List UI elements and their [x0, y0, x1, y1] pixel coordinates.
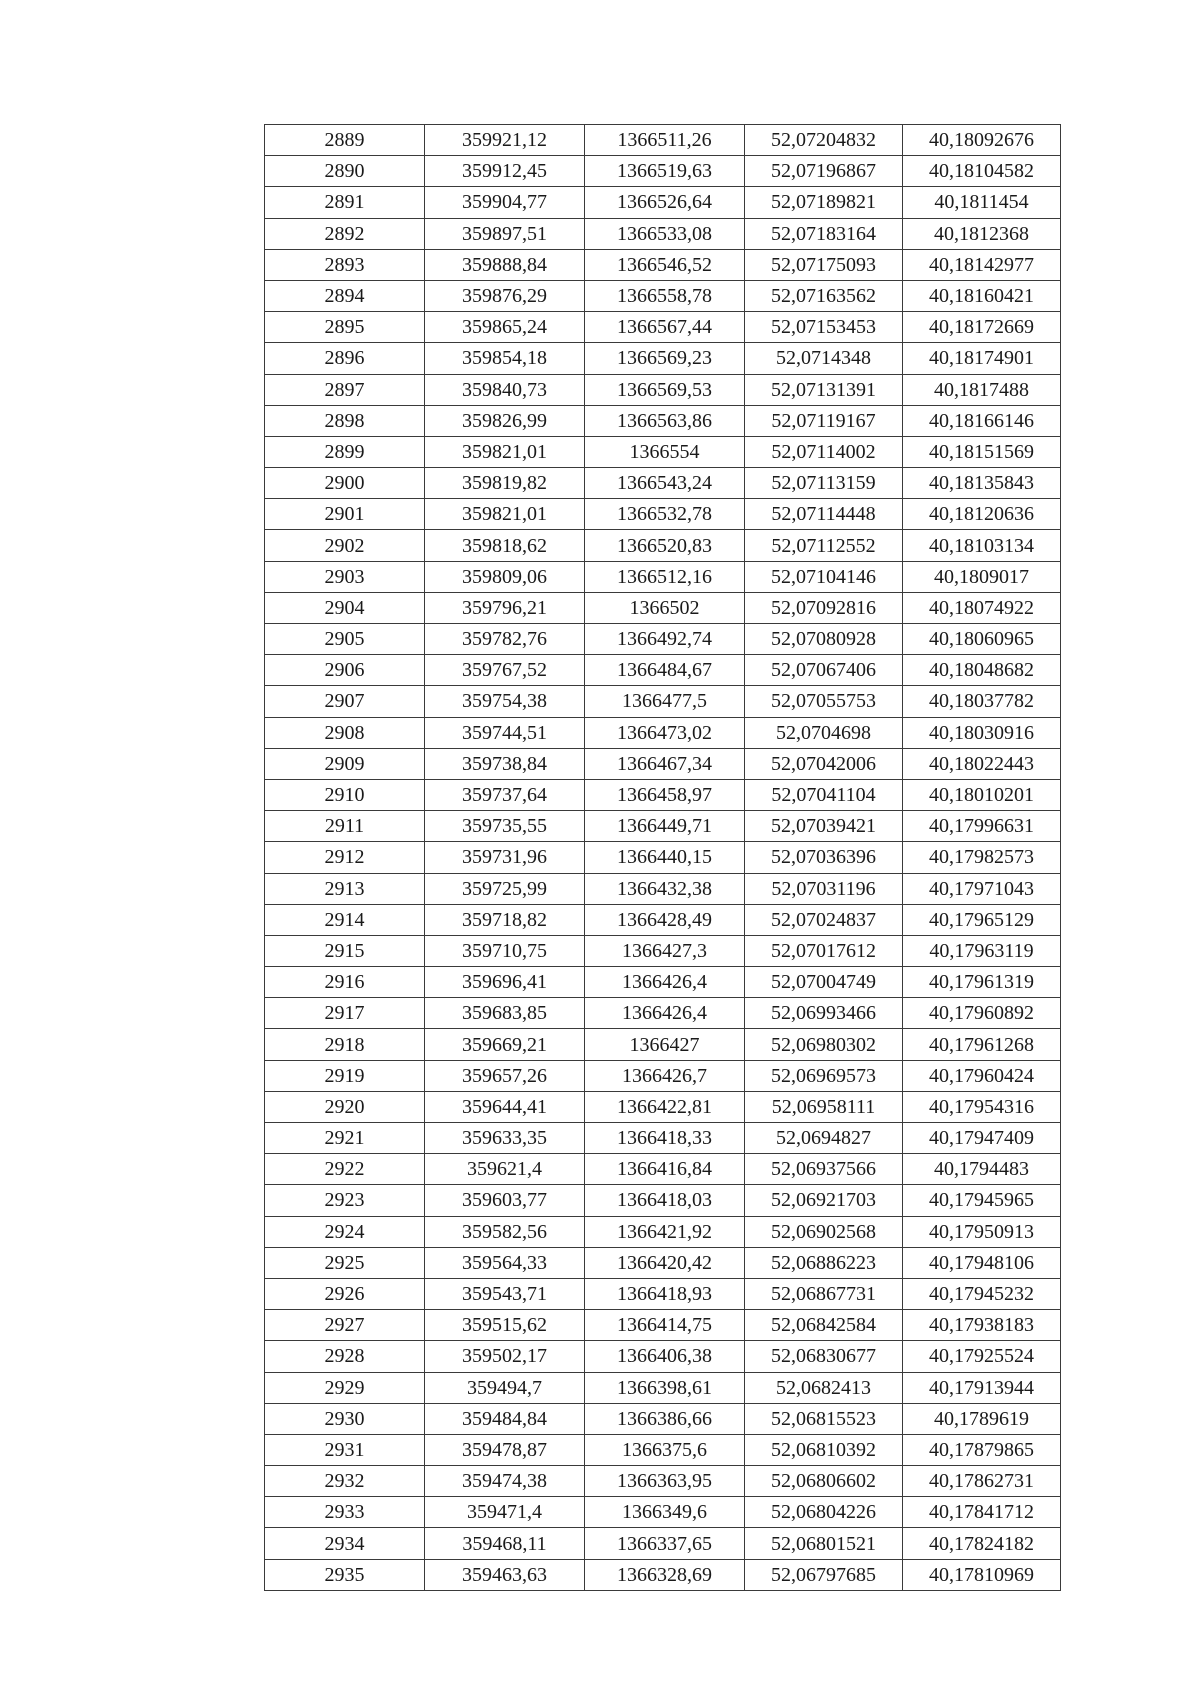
point-number-cell: 2927 [265, 1310, 425, 1341]
table-row [265, 530, 1061, 561]
y-coordinate-cell: 1366492,74 [585, 624, 745, 655]
x-coordinate-cell: 359731,96 [425, 842, 585, 873]
y-coordinate-cell: 1366569,23 [585, 343, 745, 374]
point-number-cell: 2911 [265, 811, 425, 842]
longitude-cell: 40,17862731 [903, 1466, 1061, 1497]
latitude-cell: 52,07092816 [745, 592, 903, 623]
longitude-cell: 40,1794483 [903, 1154, 1061, 1185]
y-coordinate-cell: 1366449,71 [585, 811, 745, 842]
table-row [265, 280, 1061, 311]
x-coordinate-cell: 359474,38 [425, 1466, 585, 1497]
y-coordinate-cell: 1366428,49 [585, 904, 745, 935]
point-number-cell: 2926 [265, 1278, 425, 1309]
point-number-cell: 2931 [265, 1434, 425, 1465]
point-number-cell: 2896 [265, 343, 425, 374]
point-number-cell: 2908 [265, 717, 425, 748]
point-number-cell: 2914 [265, 904, 425, 935]
table-row [265, 561, 1061, 592]
y-coordinate-cell: 1366414,75 [585, 1310, 745, 1341]
x-coordinate-cell: 359782,76 [425, 624, 585, 655]
x-coordinate-cell: 359904,77 [425, 187, 585, 218]
longitude-cell: 40,18022443 [903, 748, 1061, 779]
longitude-cell: 40,17960424 [903, 1060, 1061, 1091]
table-row [265, 1434, 1061, 1465]
y-coordinate-cell: 1366512,16 [585, 561, 745, 592]
point-number-cell: 2924 [265, 1216, 425, 1247]
point-number-cell: 2905 [265, 624, 425, 655]
latitude-cell: 52,06886223 [745, 1247, 903, 1278]
y-coordinate-cell: 1366467,34 [585, 748, 745, 779]
y-coordinate-cell: 1366563,86 [585, 405, 745, 436]
longitude-cell: 40,17960892 [903, 998, 1061, 1029]
x-coordinate-cell: 359683,85 [425, 998, 585, 1029]
point-number-cell: 2912 [265, 842, 425, 873]
latitude-cell: 52,07189821 [745, 187, 903, 218]
x-coordinate-cell: 359767,52 [425, 655, 585, 686]
point-number-cell: 2907 [265, 686, 425, 717]
x-coordinate-cell: 359582,56 [425, 1216, 585, 1247]
y-coordinate-cell: 1366406,38 [585, 1341, 745, 1372]
point-number-cell: 2923 [265, 1185, 425, 1216]
longitude-cell: 40,17945965 [903, 1185, 1061, 1216]
y-coordinate-cell: 1366337,65 [585, 1528, 745, 1559]
table-row [265, 811, 1061, 842]
latitude-cell: 52,07004749 [745, 967, 903, 998]
table-row [265, 187, 1061, 218]
latitude-cell: 52,07112552 [745, 530, 903, 561]
point-number-cell: 2934 [265, 1528, 425, 1559]
table-row [265, 468, 1061, 499]
table-row [265, 1060, 1061, 1091]
table-row [265, 935, 1061, 966]
point-number-cell: 2891 [265, 187, 425, 218]
x-coordinate-cell: 359921,12 [425, 125, 585, 156]
longitude-cell: 40,18103134 [903, 530, 1061, 561]
y-coordinate-cell: 1366477,5 [585, 686, 745, 717]
latitude-cell: 52,07131391 [745, 374, 903, 405]
longitude-cell: 40,17971043 [903, 873, 1061, 904]
table-row [265, 717, 1061, 748]
table-row [265, 1341, 1061, 1372]
table-row [265, 405, 1061, 436]
latitude-cell: 52,07104146 [745, 561, 903, 592]
longitude-cell: 40,18166146 [903, 405, 1061, 436]
y-coordinate-cell: 1366418,03 [585, 1185, 745, 1216]
latitude-cell: 52,07041104 [745, 779, 903, 810]
point-number-cell: 2930 [265, 1403, 425, 1434]
point-number-cell: 2889 [265, 125, 425, 156]
longitude-cell: 40,1812368 [903, 218, 1061, 249]
table-row [265, 1278, 1061, 1309]
latitude-cell: 52,06921703 [745, 1185, 903, 1216]
table-row [265, 1091, 1061, 1122]
longitude-cell: 40,17948106 [903, 1247, 1061, 1278]
y-coordinate-cell: 1366418,33 [585, 1123, 745, 1154]
longitude-cell: 40,18010201 [903, 779, 1061, 810]
x-coordinate-cell: 359478,87 [425, 1434, 585, 1465]
latitude-cell: 52,07175093 [745, 249, 903, 280]
point-number-cell: 2933 [265, 1497, 425, 1528]
longitude-cell: 40,18135843 [903, 468, 1061, 499]
table-row [265, 1559, 1061, 1590]
x-coordinate-cell: 359543,71 [425, 1278, 585, 1309]
y-coordinate-cell: 1366473,02 [585, 717, 745, 748]
table-row [265, 1216, 1061, 1247]
point-number-cell: 2925 [265, 1247, 425, 1278]
longitude-cell: 40,17913944 [903, 1372, 1061, 1403]
x-coordinate-cell: 359603,77 [425, 1185, 585, 1216]
longitude-cell: 40,18160421 [903, 280, 1061, 311]
longitude-cell: 40,17938183 [903, 1310, 1061, 1341]
latitude-cell: 52,06980302 [745, 1029, 903, 1060]
y-coordinate-cell: 1366567,44 [585, 312, 745, 343]
x-coordinate-cell: 359865,24 [425, 312, 585, 343]
latitude-cell: 52,07024837 [745, 904, 903, 935]
latitude-cell: 52,06830677 [745, 1341, 903, 1372]
y-coordinate-cell: 1366328,69 [585, 1559, 745, 1590]
table-row [265, 312, 1061, 343]
point-number-cell: 2909 [265, 748, 425, 779]
point-number-cell: 2902 [265, 530, 425, 561]
latitude-cell: 52,06842584 [745, 1310, 903, 1341]
point-number-cell: 2893 [265, 249, 425, 280]
x-coordinate-cell: 359888,84 [425, 249, 585, 280]
table-row [265, 156, 1061, 187]
longitude-cell: 40,17961268 [903, 1029, 1061, 1060]
y-coordinate-cell: 1366426,4 [585, 998, 745, 1029]
point-number-cell: 2895 [265, 312, 425, 343]
latitude-cell: 52,07113159 [745, 468, 903, 499]
x-coordinate-cell: 359796,21 [425, 592, 585, 623]
x-coordinate-cell: 359644,41 [425, 1091, 585, 1122]
table-row [265, 1123, 1061, 1154]
x-coordinate-cell: 359854,18 [425, 343, 585, 374]
y-coordinate-cell: 1366533,08 [585, 218, 745, 249]
x-coordinate-cell: 359912,45 [425, 156, 585, 187]
point-number-cell: 2928 [265, 1341, 425, 1372]
y-coordinate-cell: 1366440,15 [585, 842, 745, 873]
table-row [265, 1466, 1061, 1497]
table-row [265, 125, 1061, 156]
coordinates-table [264, 124, 1061, 1591]
y-coordinate-cell: 1366554 [585, 436, 745, 467]
latitude-cell: 52,07055753 [745, 686, 903, 717]
longitude-cell: 40,17950913 [903, 1216, 1061, 1247]
longitude-cell: 40,17925524 [903, 1341, 1061, 1372]
longitude-cell: 40,17954316 [903, 1091, 1061, 1122]
y-coordinate-cell: 1366502 [585, 592, 745, 623]
latitude-cell: 52,06810392 [745, 1434, 903, 1465]
point-number-cell: 2919 [265, 1060, 425, 1091]
point-number-cell: 2904 [265, 592, 425, 623]
longitude-cell: 40,17841712 [903, 1497, 1061, 1528]
x-coordinate-cell: 359657,26 [425, 1060, 585, 1091]
latitude-cell: 52,06801521 [745, 1528, 903, 1559]
y-coordinate-cell: 1366432,38 [585, 873, 745, 904]
point-number-cell: 2929 [265, 1372, 425, 1403]
y-coordinate-cell: 1366421,92 [585, 1216, 745, 1247]
x-coordinate-cell: 359738,84 [425, 748, 585, 779]
table-row [265, 499, 1061, 530]
y-coordinate-cell: 1366398,61 [585, 1372, 745, 1403]
longitude-cell: 40,18037782 [903, 686, 1061, 717]
longitude-cell: 40,17945232 [903, 1278, 1061, 1309]
x-coordinate-cell: 359725,99 [425, 873, 585, 904]
y-coordinate-cell: 1366458,97 [585, 779, 745, 810]
x-coordinate-cell: 359754,38 [425, 686, 585, 717]
longitude-cell: 40,18060965 [903, 624, 1061, 655]
table-row [265, 1310, 1061, 1341]
longitude-cell: 40,18151569 [903, 436, 1061, 467]
x-coordinate-cell: 359621,4 [425, 1154, 585, 1185]
longitude-cell: 40,18030916 [903, 717, 1061, 748]
table-row [265, 1154, 1061, 1185]
point-number-cell: 2915 [265, 935, 425, 966]
longitude-cell: 40,17947409 [903, 1123, 1061, 1154]
y-coordinate-cell: 1366511,26 [585, 125, 745, 156]
y-coordinate-cell: 1366375,6 [585, 1434, 745, 1465]
longitude-cell: 40,18120636 [903, 499, 1061, 530]
table-row [265, 1029, 1061, 1060]
latitude-cell: 52,06804226 [745, 1497, 903, 1528]
x-coordinate-cell: 359696,41 [425, 967, 585, 998]
x-coordinate-cell: 359818,62 [425, 530, 585, 561]
table-row [265, 748, 1061, 779]
latitude-cell: 52,06993466 [745, 998, 903, 1029]
x-coordinate-cell: 359564,33 [425, 1247, 585, 1278]
table-row [265, 374, 1061, 405]
point-number-cell: 2900 [265, 468, 425, 499]
y-coordinate-cell: 1366543,24 [585, 468, 745, 499]
table-row [265, 873, 1061, 904]
latitude-cell: 52,07067406 [745, 655, 903, 686]
y-coordinate-cell: 1366422,81 [585, 1091, 745, 1122]
point-number-cell: 2910 [265, 779, 425, 810]
longitude-cell: 40,17810969 [903, 1559, 1061, 1590]
latitude-cell: 52,07119167 [745, 405, 903, 436]
table-row [265, 436, 1061, 467]
longitude-cell: 40,17879865 [903, 1434, 1061, 1465]
y-coordinate-cell: 1366519,63 [585, 156, 745, 187]
point-number-cell: 2917 [265, 998, 425, 1029]
longitude-cell: 40,17965129 [903, 904, 1061, 935]
point-number-cell: 2890 [265, 156, 425, 187]
longitude-cell: 40,18048682 [903, 655, 1061, 686]
y-coordinate-cell: 1366363,95 [585, 1466, 745, 1497]
point-number-cell: 2901 [265, 499, 425, 530]
table-row [265, 592, 1061, 623]
longitude-cell: 40,18172669 [903, 312, 1061, 343]
x-coordinate-cell: 359819,82 [425, 468, 585, 499]
y-coordinate-cell: 1366558,78 [585, 280, 745, 311]
y-coordinate-cell: 1366569,53 [585, 374, 745, 405]
x-coordinate-cell: 359809,06 [425, 561, 585, 592]
longitude-cell: 40,18142977 [903, 249, 1061, 280]
latitude-cell: 52,06815523 [745, 1403, 903, 1434]
x-coordinate-cell: 359840,73 [425, 374, 585, 405]
table-row [265, 842, 1061, 873]
latitude-cell: 52,06958111 [745, 1091, 903, 1122]
latitude-cell: 52,07017612 [745, 935, 903, 966]
table-row [265, 1372, 1061, 1403]
x-coordinate-cell: 359710,75 [425, 935, 585, 966]
x-coordinate-cell: 359718,82 [425, 904, 585, 935]
latitude-cell: 52,07183164 [745, 218, 903, 249]
latitude-cell: 52,06867731 [745, 1278, 903, 1309]
x-coordinate-cell: 359502,17 [425, 1341, 585, 1372]
point-number-cell: 2935 [265, 1559, 425, 1590]
longitude-cell: 40,17963119 [903, 935, 1061, 966]
table-row [265, 686, 1061, 717]
point-number-cell: 2898 [265, 405, 425, 436]
latitude-cell: 52,06969573 [745, 1060, 903, 1091]
latitude-cell: 52,0682413 [745, 1372, 903, 1403]
point-number-cell: 2922 [265, 1154, 425, 1185]
latitude-cell: 52,06797685 [745, 1559, 903, 1590]
x-coordinate-cell: 359735,55 [425, 811, 585, 842]
point-number-cell: 2920 [265, 1091, 425, 1122]
x-coordinate-cell: 359633,35 [425, 1123, 585, 1154]
y-coordinate-cell: 1366418,93 [585, 1278, 745, 1309]
longitude-cell: 40,17982573 [903, 842, 1061, 873]
x-coordinate-cell: 359484,84 [425, 1403, 585, 1434]
point-number-cell: 2892 [265, 218, 425, 249]
point-number-cell: 2894 [265, 280, 425, 311]
table-row [265, 655, 1061, 686]
latitude-cell: 52,07036396 [745, 842, 903, 873]
latitude-cell: 52,07080928 [745, 624, 903, 655]
table-row [265, 624, 1061, 655]
table-row [265, 249, 1061, 280]
x-coordinate-cell: 359821,01 [425, 436, 585, 467]
point-number-cell: 2906 [265, 655, 425, 686]
point-number-cell: 2932 [265, 1466, 425, 1497]
point-number-cell: 2899 [265, 436, 425, 467]
point-number-cell: 2913 [265, 873, 425, 904]
x-coordinate-cell: 359463,63 [425, 1559, 585, 1590]
longitude-cell: 40,1817488 [903, 374, 1061, 405]
latitude-cell: 52,0694827 [745, 1123, 903, 1154]
x-coordinate-cell: 359494,7 [425, 1372, 585, 1403]
table-row [265, 904, 1061, 935]
y-coordinate-cell: 1366532,78 [585, 499, 745, 530]
longitude-cell: 40,18104582 [903, 156, 1061, 187]
y-coordinate-cell: 1366420,42 [585, 1247, 745, 1278]
latitude-cell: 52,07204832 [745, 125, 903, 156]
table-row [265, 1247, 1061, 1278]
y-coordinate-cell: 1366426,4 [585, 967, 745, 998]
y-coordinate-cell: 1366426,7 [585, 1060, 745, 1091]
longitude-cell: 40,17961319 [903, 967, 1061, 998]
x-coordinate-cell: 359876,29 [425, 280, 585, 311]
table-row [265, 1185, 1061, 1216]
latitude-cell: 52,06902568 [745, 1216, 903, 1247]
y-coordinate-cell: 1366526,64 [585, 187, 745, 218]
y-coordinate-cell: 1366546,52 [585, 249, 745, 280]
latitude-cell: 52,07114448 [745, 499, 903, 530]
x-coordinate-cell: 359471,4 [425, 1497, 585, 1528]
latitude-cell: 52,0704698 [745, 717, 903, 748]
x-coordinate-cell: 359826,99 [425, 405, 585, 436]
table-row [265, 967, 1061, 998]
table-row [265, 998, 1061, 1029]
longitude-cell: 40,1809017 [903, 561, 1061, 592]
x-coordinate-cell: 359468,11 [425, 1528, 585, 1559]
point-number-cell: 2903 [265, 561, 425, 592]
y-coordinate-cell: 1366427 [585, 1029, 745, 1060]
x-coordinate-cell: 359897,51 [425, 218, 585, 249]
latitude-cell: 52,06937566 [745, 1154, 903, 1185]
coordinates-table-body [265, 125, 1061, 1591]
longitude-cell: 40,1811454 [903, 187, 1061, 218]
table-row [265, 1403, 1061, 1434]
latitude-cell: 52,07042006 [745, 748, 903, 779]
longitude-cell: 40,1789619 [903, 1403, 1061, 1434]
point-number-cell: 2918 [265, 1029, 425, 1060]
x-coordinate-cell: 359515,62 [425, 1310, 585, 1341]
latitude-cell: 52,07039421 [745, 811, 903, 842]
longitude-cell: 40,17824182 [903, 1528, 1061, 1559]
table-row [265, 218, 1061, 249]
longitude-cell: 40,17996631 [903, 811, 1061, 842]
point-number-cell: 2921 [265, 1123, 425, 1154]
x-coordinate-cell: 359744,51 [425, 717, 585, 748]
latitude-cell: 52,07163562 [745, 280, 903, 311]
longitude-cell: 40,18092676 [903, 125, 1061, 156]
latitude-cell: 52,07031196 [745, 873, 903, 904]
latitude-cell: 52,07196867 [745, 156, 903, 187]
latitude-cell: 52,07153453 [745, 312, 903, 343]
longitude-cell: 40,18074922 [903, 592, 1061, 623]
x-coordinate-cell: 359821,01 [425, 499, 585, 530]
latitude-cell: 52,0714348 [745, 343, 903, 374]
x-coordinate-cell: 359737,64 [425, 779, 585, 810]
y-coordinate-cell: 1366386,66 [585, 1403, 745, 1434]
table-row [265, 1497, 1061, 1528]
longitude-cell: 40,18174901 [903, 343, 1061, 374]
table-row [265, 343, 1061, 374]
latitude-cell: 52,06806602 [745, 1466, 903, 1497]
latitude-cell: 52,07114002 [745, 436, 903, 467]
y-coordinate-cell: 1366484,67 [585, 655, 745, 686]
y-coordinate-cell: 1366349,6 [585, 1497, 745, 1528]
point-number-cell: 2916 [265, 967, 425, 998]
y-coordinate-cell: 1366427,3 [585, 935, 745, 966]
y-coordinate-cell: 1366520,83 [585, 530, 745, 561]
y-coordinate-cell: 1366416,84 [585, 1154, 745, 1185]
table-row [265, 1528, 1061, 1559]
point-number-cell: 2897 [265, 374, 425, 405]
x-coordinate-cell: 359669,21 [425, 1029, 585, 1060]
table-row [265, 779, 1061, 810]
